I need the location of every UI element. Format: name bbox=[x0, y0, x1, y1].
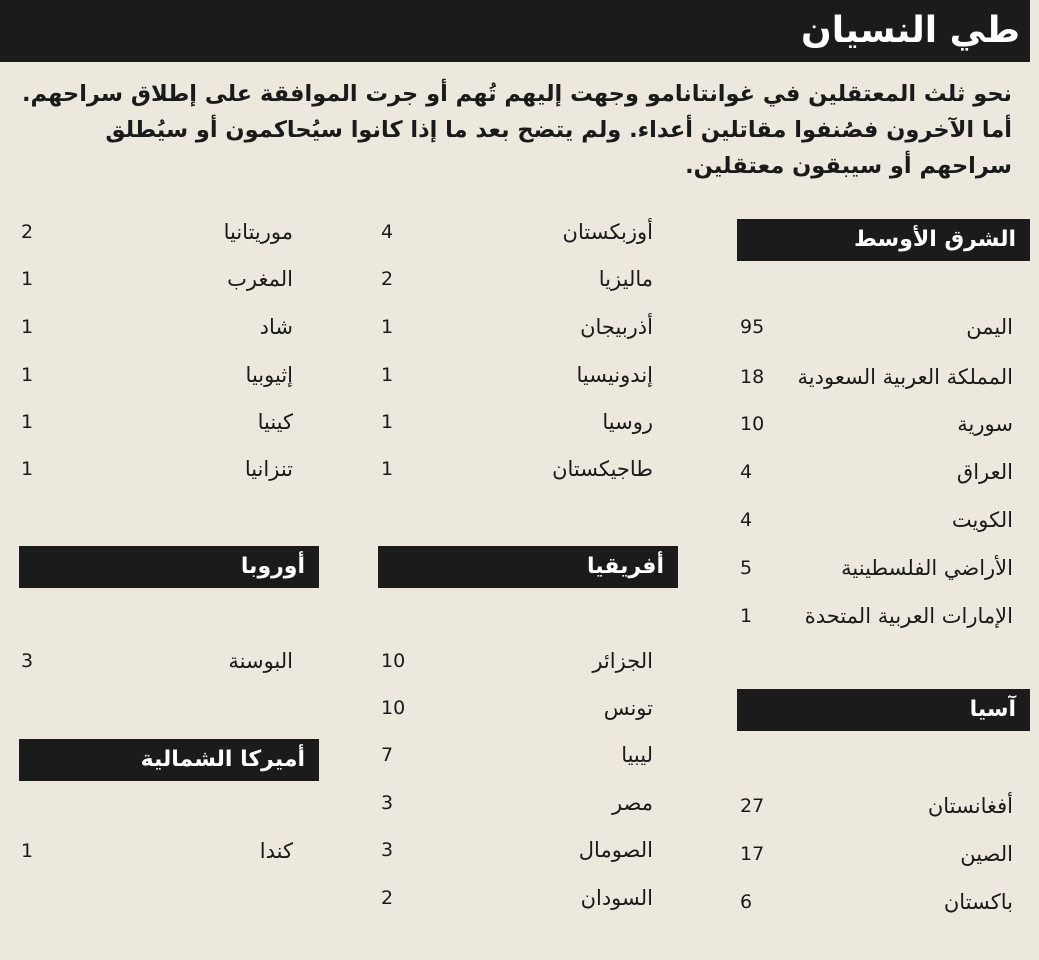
detainee-count: 3 bbox=[21, 650, 34, 672]
section-label: آسيا bbox=[969, 697, 1016, 722]
country-name: المغرب bbox=[227, 267, 293, 291]
list-item bbox=[381, 739, 653, 771]
country-name: روسيا bbox=[602, 410, 653, 434]
list-item bbox=[21, 311, 293, 343]
detainee-count: 1 bbox=[21, 411, 34, 433]
detainee-count: 1 bbox=[381, 411, 394, 433]
country-name: أوزبكستان bbox=[562, 220, 653, 244]
country-name: العراق bbox=[956, 460, 1013, 484]
list-item bbox=[381, 692, 653, 724]
section-header-asia bbox=[737, 689, 1030, 731]
list-item bbox=[740, 552, 1013, 584]
detainee-count: 95 bbox=[740, 316, 765, 338]
detainee-count: 1 bbox=[21, 840, 34, 862]
country-name: الإمارات العربية المتحدة bbox=[804, 604, 1013, 628]
detainee-count: 2 bbox=[21, 221, 34, 243]
section-label: الشرق الأوسط bbox=[854, 227, 1016, 252]
list-item bbox=[740, 361, 1013, 393]
intro-paragraph: نحو ثلث المعتقلين في غوانتانامو وجهت إليهم تُهم أو جرت الموافقة على إطلاق سراحهم. أما الآخرون فصُنفوا مقاتلين أعداء. ولم يتضح بعد ما إذا كانوا سيُحاكمون أو سيُطلق سراحهم أو سيبقون معتقلين. bbox=[21, 81, 1012, 179]
section-label: أفريقيا bbox=[587, 554, 664, 579]
detainee-count: 1 bbox=[21, 364, 34, 386]
list-item bbox=[21, 359, 293, 391]
list-item bbox=[381, 645, 653, 677]
list-item bbox=[381, 263, 653, 295]
section-header-europe bbox=[19, 546, 319, 588]
section-label: أميركا الشمالية bbox=[140, 747, 305, 772]
detainee-count: 1 bbox=[381, 316, 394, 338]
country-name: سورية bbox=[957, 412, 1013, 436]
country-name: الصومال bbox=[578, 838, 653, 862]
detainee-count: 1 bbox=[21, 268, 34, 290]
country-name: كندا bbox=[259, 839, 293, 863]
list-item bbox=[740, 790, 1013, 822]
detainee-count: 3 bbox=[381, 792, 394, 814]
country-name: الصين bbox=[960, 842, 1013, 866]
section-label: أوروبا bbox=[240, 554, 305, 579]
detainee-count: 7 bbox=[381, 744, 394, 766]
list-item bbox=[381, 406, 653, 438]
section-header-north-america bbox=[19, 739, 319, 781]
country-name: مصر bbox=[611, 791, 653, 815]
country-name: البوسنة bbox=[228, 649, 293, 673]
country-name: أذربيجان bbox=[580, 315, 653, 339]
country-name: شاد bbox=[259, 315, 293, 339]
section-header-africa bbox=[378, 546, 678, 588]
detainee-count: 17 bbox=[740, 843, 765, 865]
detainee-count: 4 bbox=[381, 221, 394, 243]
detainee-count: 1 bbox=[21, 458, 34, 480]
detainee-count: 2 bbox=[381, 887, 394, 909]
country-name: طاجيكستان bbox=[552, 457, 653, 481]
list-item bbox=[381, 216, 653, 248]
list-item bbox=[740, 600, 1013, 632]
detainee-count: 2 bbox=[381, 268, 394, 290]
country-name: الكويت bbox=[951, 508, 1013, 532]
detainee-count: 10 bbox=[381, 650, 406, 672]
list-item bbox=[381, 359, 653, 391]
country-name: أفغانستان bbox=[927, 794, 1013, 818]
country-name: السودان bbox=[580, 886, 653, 910]
detainee-count: 1 bbox=[381, 364, 394, 386]
detainee-count: 4 bbox=[740, 461, 753, 483]
country-name: تنزانيا bbox=[244, 457, 293, 481]
detainee-count: 10 bbox=[381, 697, 406, 719]
detainee-count: 1 bbox=[740, 605, 753, 627]
country-name: كينيا bbox=[257, 410, 293, 434]
country-name: إثيوبيا bbox=[245, 363, 293, 387]
country-name: موريتانيا bbox=[223, 220, 293, 244]
list-item bbox=[740, 408, 1013, 440]
list-item bbox=[381, 834, 653, 866]
country-name: الجزائر bbox=[592, 649, 653, 673]
list-item bbox=[740, 311, 1013, 343]
detainee-count: 4 bbox=[740, 509, 753, 531]
country-name: ماليزيا bbox=[598, 267, 653, 291]
detainee-count: 18 bbox=[740, 366, 765, 388]
list-item bbox=[21, 645, 293, 677]
list-item bbox=[21, 263, 293, 295]
detainee-count: 10 bbox=[740, 413, 765, 435]
detainee-count: 1 bbox=[381, 458, 394, 480]
list-item bbox=[21, 406, 293, 438]
title-bar bbox=[0, 0, 1030, 62]
list-item bbox=[381, 453, 653, 485]
list-item bbox=[21, 453, 293, 485]
country-name: تونس bbox=[603, 696, 653, 720]
country-name: الأراضي الفلسطينية bbox=[841, 556, 1013, 580]
section-header-middle-east bbox=[737, 219, 1030, 261]
country-name: اليمن bbox=[966, 315, 1013, 339]
list-item bbox=[740, 886, 1013, 918]
detainee-count: 1 bbox=[21, 316, 34, 338]
country-name: ليبيا bbox=[621, 743, 653, 767]
detainee-count: 3 bbox=[381, 839, 394, 861]
list-item bbox=[381, 787, 653, 819]
detainee-count: 6 bbox=[740, 891, 753, 913]
list-item bbox=[740, 456, 1013, 488]
country-name: باكستان bbox=[943, 890, 1013, 914]
list-item bbox=[740, 838, 1013, 870]
detainee-count: 27 bbox=[740, 795, 765, 817]
list-item bbox=[381, 882, 653, 914]
country-name: المملكة العربية السعودية bbox=[797, 365, 1013, 389]
list-item bbox=[21, 835, 293, 867]
detainee-count: 5 bbox=[740, 557, 753, 579]
country-name: إندونيسيا bbox=[576, 363, 653, 387]
list-item bbox=[740, 504, 1013, 536]
list-item bbox=[21, 216, 293, 248]
page-title: طي النسيان bbox=[801, 10, 1020, 51]
list-item bbox=[381, 311, 653, 343]
